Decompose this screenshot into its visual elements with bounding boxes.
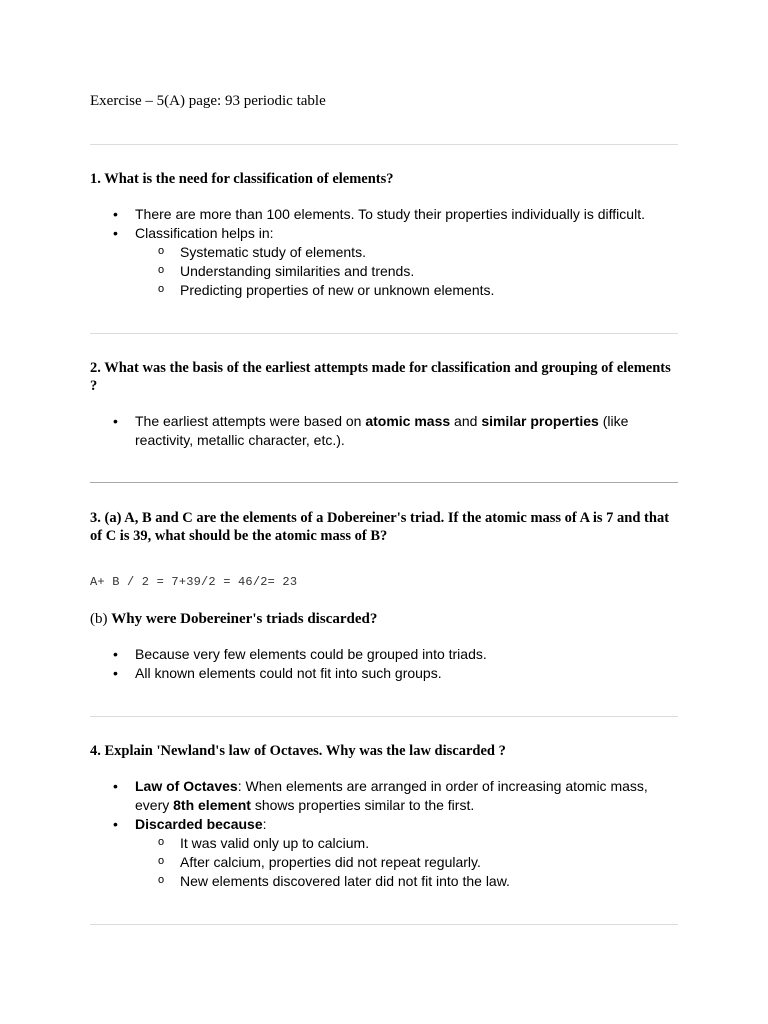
- list-item: [90, 777, 678, 815]
- answer-3-list: [90, 645, 678, 683]
- list-item: • Because very few elements could be grouped into triads.: [90, 645, 678, 664]
- bold-term: Discarded because: [135, 816, 263, 832]
- answer-4-list: [90, 777, 678, 891]
- question-3: 3. (a) A, B and C are the elements of a Dobereiner's triad. If the atomic mass of A is 7 and that of C is 39, what should be the atomic mass of B?: [90, 510, 670, 544]
- text: The earliest attempts were based on: [135, 413, 366, 429]
- sub-list-item: o New elements discovered later did not fit into the law.: [90, 872, 678, 891]
- list-item: • There are more than 100 elements. To study their properties individually is difficult.: [90, 205, 678, 224]
- bold-term: 8th element: [173, 797, 251, 813]
- text: and: [450, 413, 482, 429]
- bold-term: similar properties: [481, 413, 599, 429]
- part-label: (b): [90, 611, 112, 627]
- list-item: [90, 815, 678, 891]
- divider: [90, 482, 678, 483]
- part-question: Why were Dobereiner's triads discarded?: [111, 611, 378, 627]
- sub-list-item: o After calcium, properties did not repeat regularly.: [90, 853, 678, 872]
- bold-term: Law of Octaves: [135, 778, 238, 794]
- list-item: [90, 412, 678, 450]
- sub-list-item: o Understanding similarities and trends.: [90, 262, 678, 281]
- divider: [90, 144, 678, 145]
- answer-2-list: [90, 412, 678, 450]
- list-item: • All known elements could not fit into such groups.: [90, 664, 678, 683]
- list-item-text: Classification helps in:: [135, 225, 274, 241]
- divider: [90, 716, 678, 717]
- text: :: [262, 816, 267, 832]
- question-1: 1. What is the need for classification of elements?: [90, 171, 394, 187]
- text: (like reactivity, metallic character, etc.).: [135, 413, 629, 448]
- list-item: [90, 224, 678, 300]
- sub-list-item: o It was valid only up to calcium.: [90, 834, 678, 853]
- text: shows properties similar to the first.: [250, 797, 475, 813]
- sub-list-item: o Predicting properties of new or unknown elements.: [90, 281, 678, 300]
- answer-1-list: [90, 205, 678, 300]
- question-2: 2. What was the basis of the earliest attempts made for classification and grouping of elements ?: [90, 360, 671, 394]
- sub-list-item: o Systematic study of elements.: [90, 243, 678, 262]
- text: : When elements are arranged in order of increasing atomic mass, every: [135, 778, 648, 813]
- bold-term: atomic mass: [365, 413, 451, 429]
- question-3b: [90, 610, 678, 628]
- question-4: 4. Explain 'Newland's law of Octaves. Why was the law discarded ?: [90, 743, 506, 759]
- divider: [90, 333, 678, 334]
- formula: A+ B / 2 = 7+39/2 = 46/2= 23: [90, 575, 298, 589]
- page-header: Exercise – 5(A) page: 93 periodic table: [90, 93, 326, 109]
- divider: [90, 924, 678, 925]
